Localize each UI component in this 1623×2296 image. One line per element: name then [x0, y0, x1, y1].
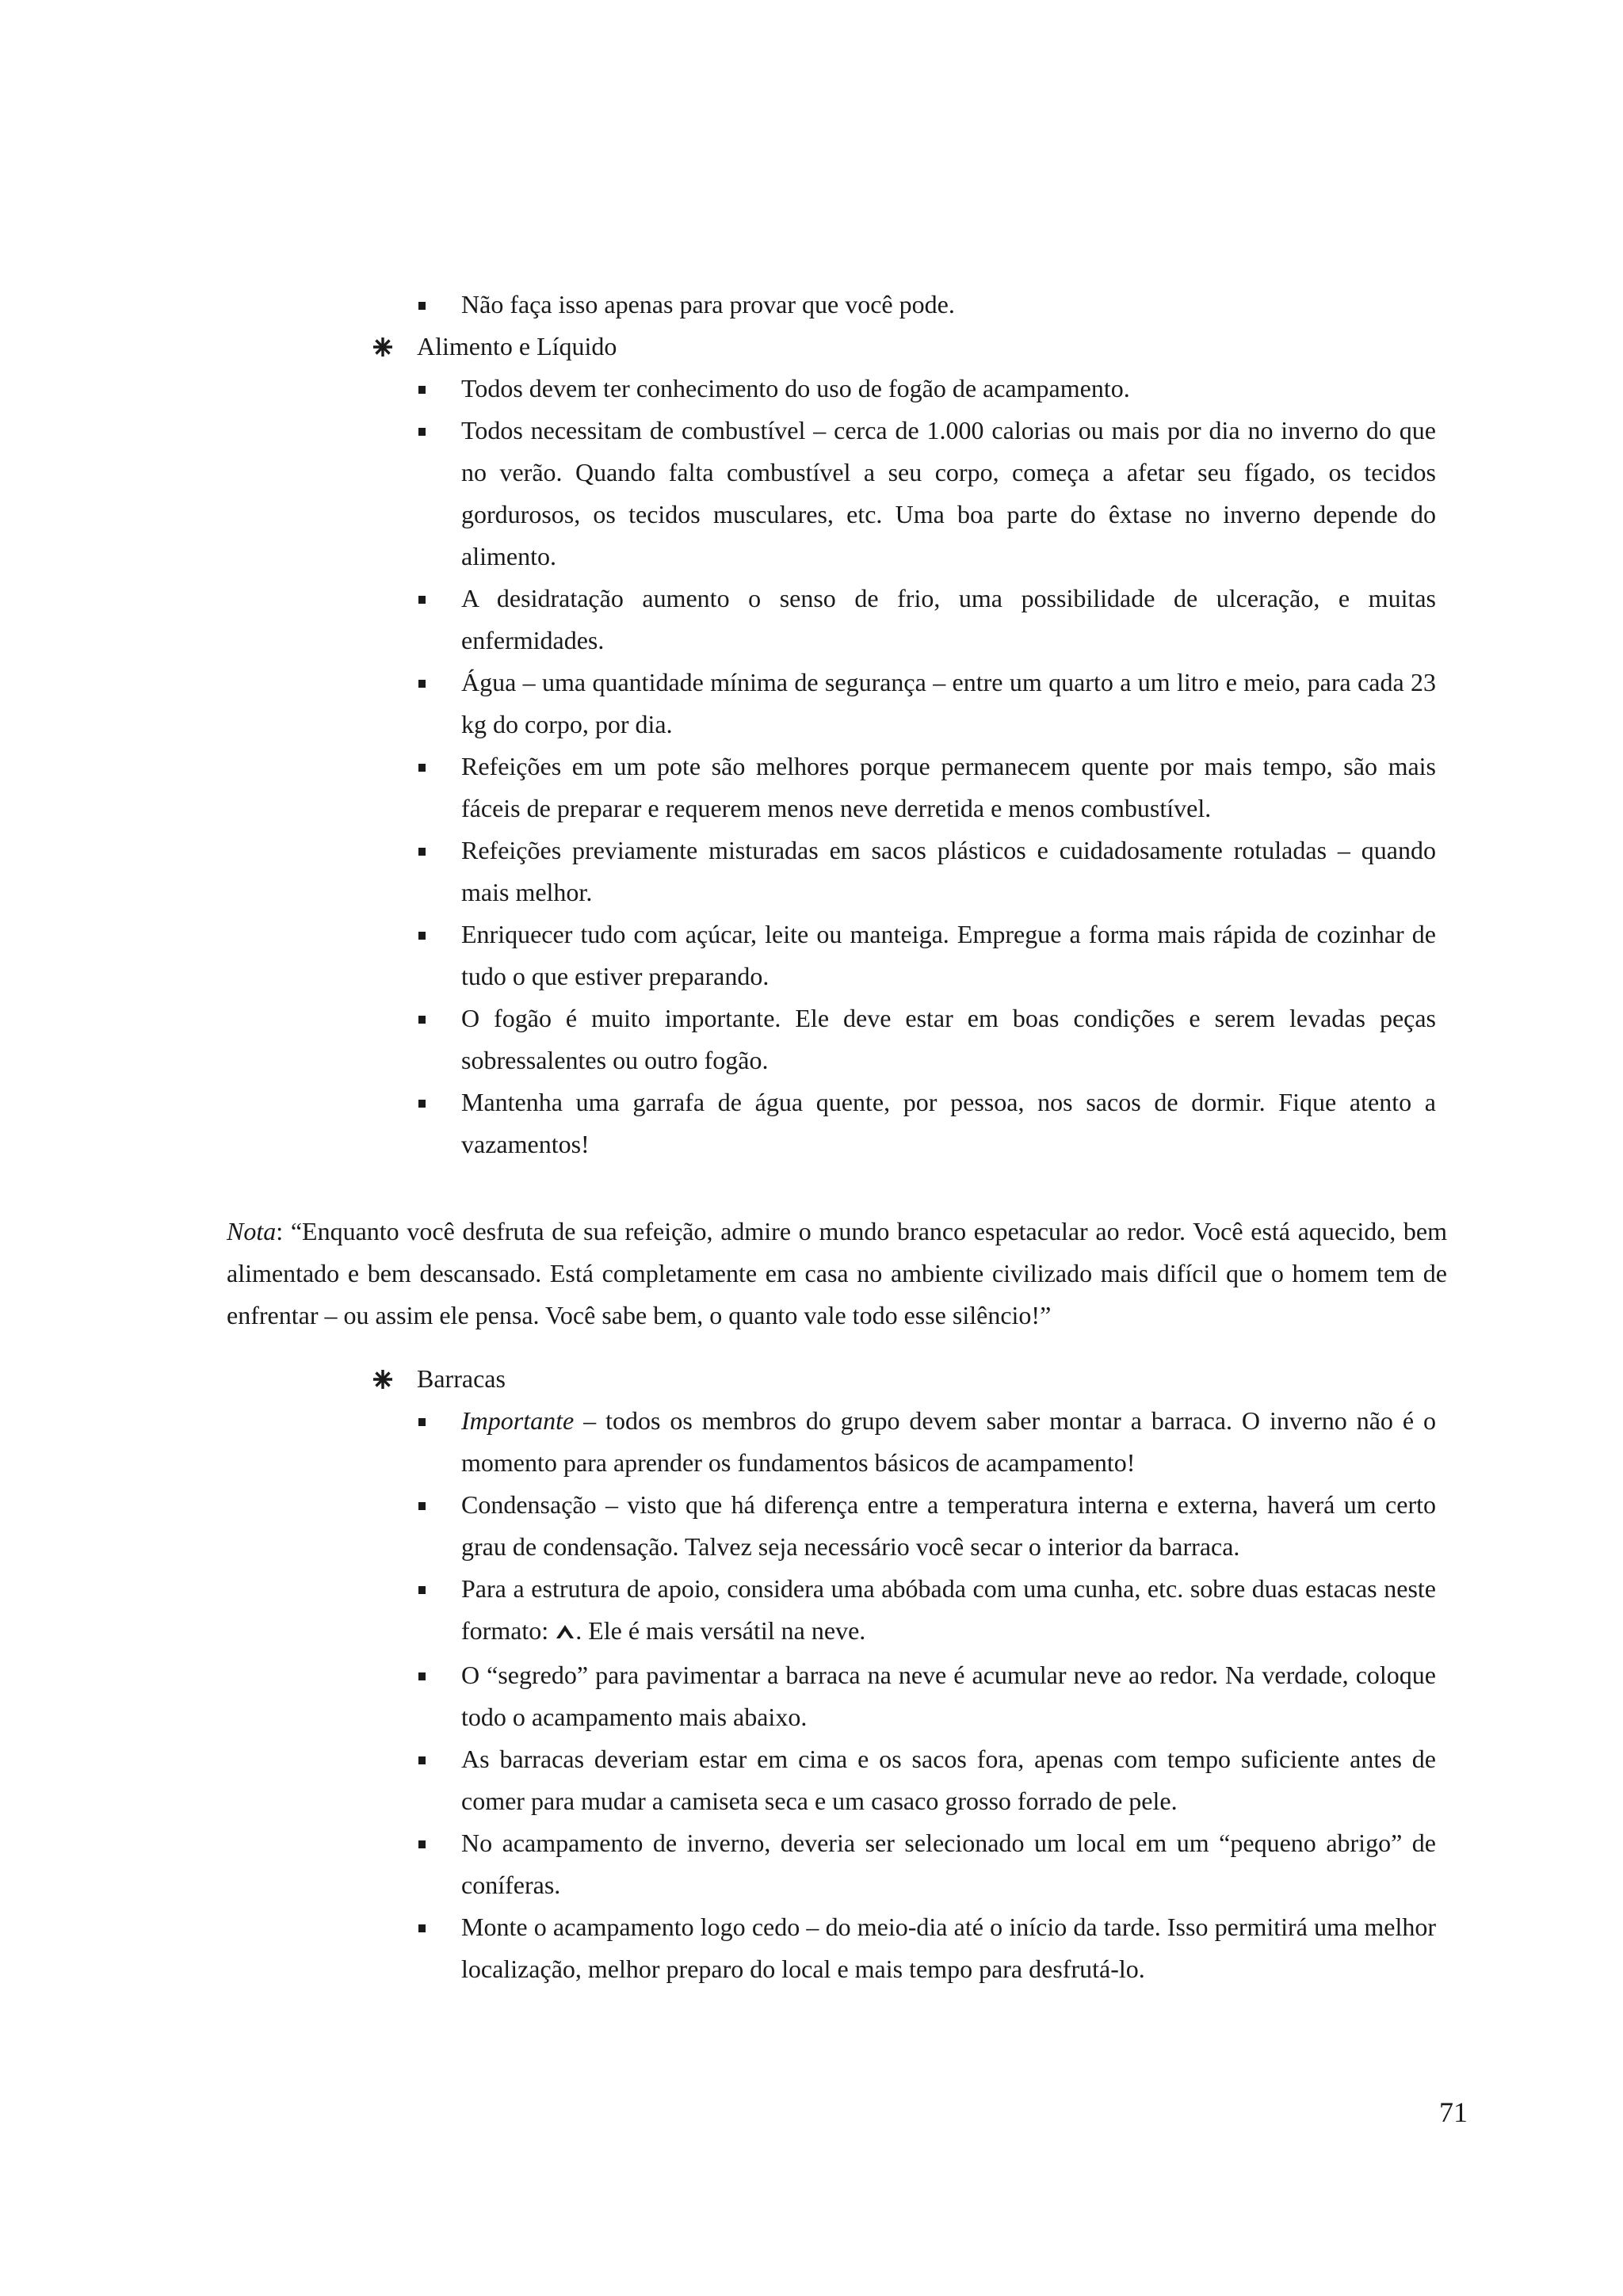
list-item	[461, 830, 1436, 913]
list-item	[461, 1400, 1436, 1484]
square-bullet-icon	[418, 830, 426, 871]
square-bullet-icon	[418, 284, 426, 326]
list-item-text	[461, 1568, 1436, 1654]
square-bullet-icon	[418, 1400, 426, 1442]
list-item-text: Não faça isso apenas para provar que você pode.	[461, 290, 955, 318]
tents-list	[461, 1400, 1436, 1990]
list-item-text: Água – uma quantidade mínima de segurança – entre um quarto a um litro e meio, para cada 23 kg do corpo, por dia.	[461, 668, 1436, 738]
list-item-text: Enriquecer tudo com açúcar, leite ou manteiga. Empregue a forma mais rápida de cozinhar de tudo o que estiver preparando.	[461, 920, 1436, 990]
list-item	[461, 1738, 1436, 1822]
emphasis-important: Importante	[461, 1406, 575, 1435]
list-item-text: As barracas deveriam estar em cima e os sacos fora, apenas com tempo suficiente antes de comer para mudar a camiseta seca e um casaco grosso forrado de pele.	[461, 1745, 1436, 1816]
list-item-text: O fogão é muito importante. Ele deve estar em boas condições e serem levadas peças sobressalentes ou outro fogão.	[461, 1004, 1436, 1074]
section-heading-text: Alimento e Líquido	[417, 332, 617, 360]
list-item-text: Mantenha uma garrafa de água quente, por pessoa, nos sacos de dormir. Fique atento a vazamentos!	[461, 1088, 1436, 1158]
list-item-text: Todos devem ter conhecimento do uso de fogão de acampamento.	[461, 374, 1130, 402]
square-bullet-icon	[418, 662, 426, 704]
list-item	[461, 997, 1436, 1081]
list-item-text: Todos necessitam de combustível – cerca de 1.000 calorias ou mais por dia no inverno do que no verão. Quando falta combustível a seu corpo, começa a afetar seu fígado, os tecidos gordurosos, os tecidos musculares, etc. Uma boa parte do êxtase no inverno depende do alimento.	[461, 416, 1436, 570]
list-item	[461, 1822, 1436, 1906]
square-bullet-icon	[418, 1484, 426, 1526]
section-heading-food	[417, 326, 1436, 368]
note-text: : “Enquanto você desfruta de sua refeição, admire o mundo branco espetacular ao redor. Você está aquecido, bem alimentado e bem descansado. Está completamente em casa no ambiente civilizado mais difícil que o homem tem de enfrentar – ou assim ele pensa. Você sabe bem, o quanto vale todo esse silêncio!”	[227, 1217, 1447, 1329]
list-item-part: . Ele é mais versátil na neve.	[575, 1616, 866, 1645]
square-bullet-icon	[418, 410, 426, 452]
square-bullet-icon	[418, 1906, 426, 1948]
list-item-text: Refeições previamente misturadas em sacos plásticos e cuidadosamente rotuladas – quando mais melhor.	[461, 836, 1436, 906]
tent-shape-icon	[555, 1612, 575, 1654]
food-and-liquid-section	[417, 284, 1436, 1165]
section-heading-text: Barracas	[417, 1364, 506, 1393]
list-item-text: No acampamento de inverno, deveria ser selecionado um local em um “pequeno abrigo” de coníferas.	[461, 1829, 1436, 1900]
note-paragraph	[227, 1211, 1447, 1337]
list-item-text: O “segredo” para pavimentar a barraca na neve é acumular neve ao redor. Na verdade, coloque todo o acampamento mais abaixo.	[461, 1661, 1436, 1732]
list-item	[461, 410, 1436, 578]
square-bullet-icon	[418, 1568, 426, 1610]
list-item	[461, 1568, 1436, 1654]
square-bullet-icon	[418, 997, 426, 1039]
square-bullet-icon	[418, 1081, 426, 1123]
square-bullet-icon	[418, 1822, 426, 1864]
square-bullet-icon	[418, 578, 426, 620]
section-heading-tents	[417, 1358, 1436, 1400]
list-item-text	[461, 1400, 1436, 1484]
square-bullet-icon	[418, 368, 426, 410]
list-item-text: A desidratação aumento o senso de frio, uma possibilidade de ulceração, e muitas enfermidades.	[461, 584, 1436, 654]
list-item-text: Condensação – visto que há diferença entre a temperatura interna e externa, haverá um certo grau de condensação. Talvez seja necessário você secar o interior da barraca.	[461, 1490, 1436, 1561]
list-item-text: Refeições em um pote são melhores porque permanecem quente por mais tempo, são mais fáceis de preparar e requerem menos neve derretida e menos combustível.	[461, 752, 1436, 822]
top-list	[461, 284, 1436, 326]
square-bullet-icon	[418, 1738, 426, 1780]
list-item	[461, 578, 1436, 662]
list-item-rest: – todos os membros do grupo devem saber montar a barraca. O inverno não é o momento para aprender os fundamentos básicos de acampamento!	[461, 1406, 1436, 1477]
food-list	[461, 368, 1436, 1165]
list-item	[461, 1906, 1436, 1990]
asterisk-icon	[369, 326, 396, 368]
note-label: Nota	[227, 1217, 277, 1245]
list-item	[461, 1081, 1436, 1165]
page-number: 71	[1439, 2096, 1468, 2128]
list-item	[461, 1484, 1436, 1568]
list-item	[461, 368, 1436, 410]
square-bullet-icon	[418, 913, 426, 955]
square-bullet-icon	[418, 1654, 426, 1696]
list-item	[461, 284, 1436, 326]
list-item-text: Monte o acampamento logo cedo – do meio-dia até o início da tarde. Isso permitirá uma melhor localização, melhor preparo do local e mais tempo para desfrutá-lo.	[461, 1913, 1436, 1984]
square-bullet-icon	[418, 746, 426, 788]
list-item	[461, 662, 1436, 746]
list-item-part: Para a estrutura de apoio, considera uma abóbada com uma cunha, etc. sobre duas estacas neste formato:	[461, 1574, 1436, 1645]
list-item	[461, 1654, 1436, 1738]
list-item	[461, 746, 1436, 830]
list-item	[461, 913, 1436, 997]
tents-section	[417, 1358, 1436, 1990]
asterisk-icon	[369, 1358, 396, 1400]
